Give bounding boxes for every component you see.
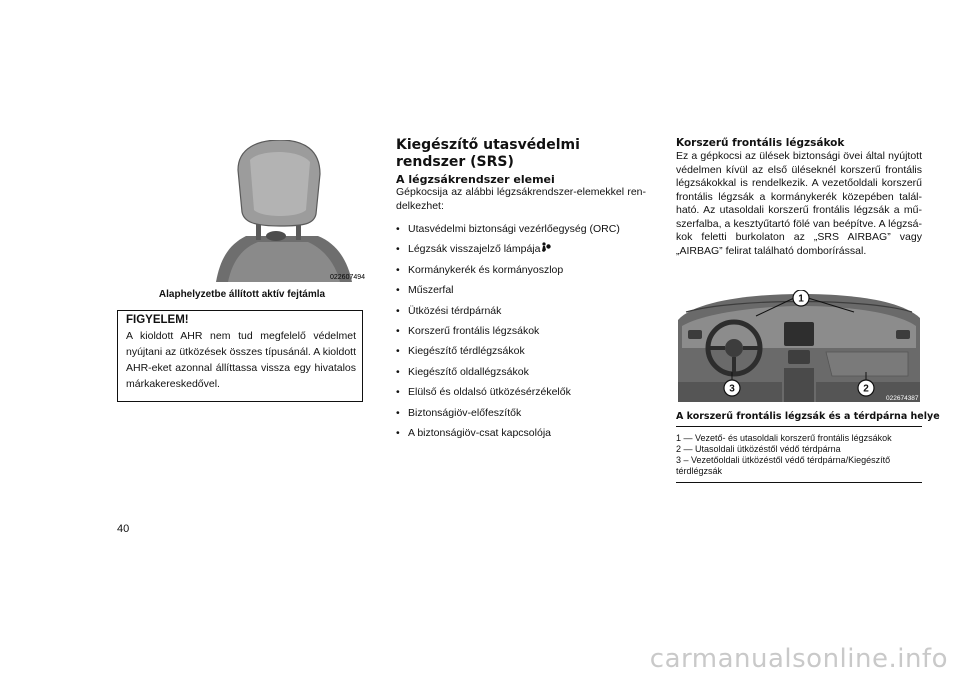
list-item: • Kiegészítő térdlégzsákok — [396, 345, 525, 358]
list-item: • Utasvédelmi biztonsági vezérlőegység (ORC) — [396, 223, 620, 235]
right-text: Ez a gépkocsi az ülések biztonsági övei által nyújtott védelmen kívül az első üléseknél korszerű frontális légzsákokkal is rendelkezik. A vezetőoldali korszerű frontális légzsák a kormánykerék közepében talál-ható. Az utasoldali korszerű frontális légzsák a mű-szerfalba, a kesztyűtartó fölé van beépítve. A légzsá-kok feletti burkolaton az „SRS AIRBAG” vagy „AIRBAG” felirat található domborírással. — [676, 150, 922, 257]
warning-title: FIGYELEM! — [126, 314, 189, 326]
section-subtitle: A légzsákrendszer elemei — [396, 173, 555, 186]
component-list — [396, 221, 620, 445]
list-item: • Ütközési térdpárnák — [396, 304, 502, 317]
callout-3: 3 — [729, 383, 735, 395]
airbag-warning-icon — [541, 242, 551, 253]
list-item: • Kiegészítő oldallégzsákok — [396, 365, 529, 378]
watermark: carmanualsonline.info — [649, 644, 948, 674]
warning-text: A kioldott AHR nem tud megfelelő védelmet nyújtani az ütközések összes típusánál. A kioldott AHR-eket azonnal állíttassa vissza egy hivatalos márkakereskedővel. — [126, 330, 356, 390]
list-item: • Kormánykerék és kormányoszlop — [396, 263, 564, 276]
right-heading: Korszerű frontális légzsákok — [676, 137, 845, 149]
figure1-caption: Alaphelyzetbe állított aktív fejtámla — [158, 289, 326, 300]
head-restraint-image — [198, 140, 366, 282]
list-item: • Légzsák visszajelző lámpája — [396, 241, 620, 261]
figure2-legend — [676, 433, 922, 477]
dashboard-image — [676, 290, 922, 402]
list-item: • A biztonságiöv-csat kapcsolója — [396, 426, 551, 439]
divider — [676, 482, 922, 483]
section-title: Kiegészítő utasvédelmi rendszer (SRS) — [396, 137, 580, 170]
divider — [676, 426, 922, 427]
warning-box — [117, 310, 363, 402]
callout-2: 2 — [863, 383, 869, 395]
figure1-code: 022607494 — [330, 274, 366, 281]
page-number: 40 — [117, 523, 130, 535]
callout-1: 1 — [798, 293, 804, 305]
legend-item: 2 — Utasoldali ütközéstől védő térdpárna — [676, 444, 841, 454]
legend-item: 3 – Vezetőoldali ütközéstől védő térdpárna/Kiegészítő térdlégzsák — [676, 455, 891, 476]
list-item: • Elülső és oldalsó ütközésérzékelők — [396, 386, 571, 399]
figure2-caption: A korszerű frontális légzsák és a térdpárna helye — [676, 411, 940, 422]
section-intro: Gépkocsija az alábbi légzsákrendszer-elemekkel ren-delkezhet: — [396, 186, 646, 212]
list-item: • Korszerű frontális légzsákok — [396, 324, 540, 337]
list-item: • Biztonságiöv-előfeszítők — [396, 406, 522, 419]
list-item: • Műszerfal — [396, 284, 454, 297]
legend-item: 1 — Vezető- és utasoldali korszerű frontális légzsákok — [676, 433, 892, 443]
figure2-code: 022674387 — [886, 395, 919, 402]
